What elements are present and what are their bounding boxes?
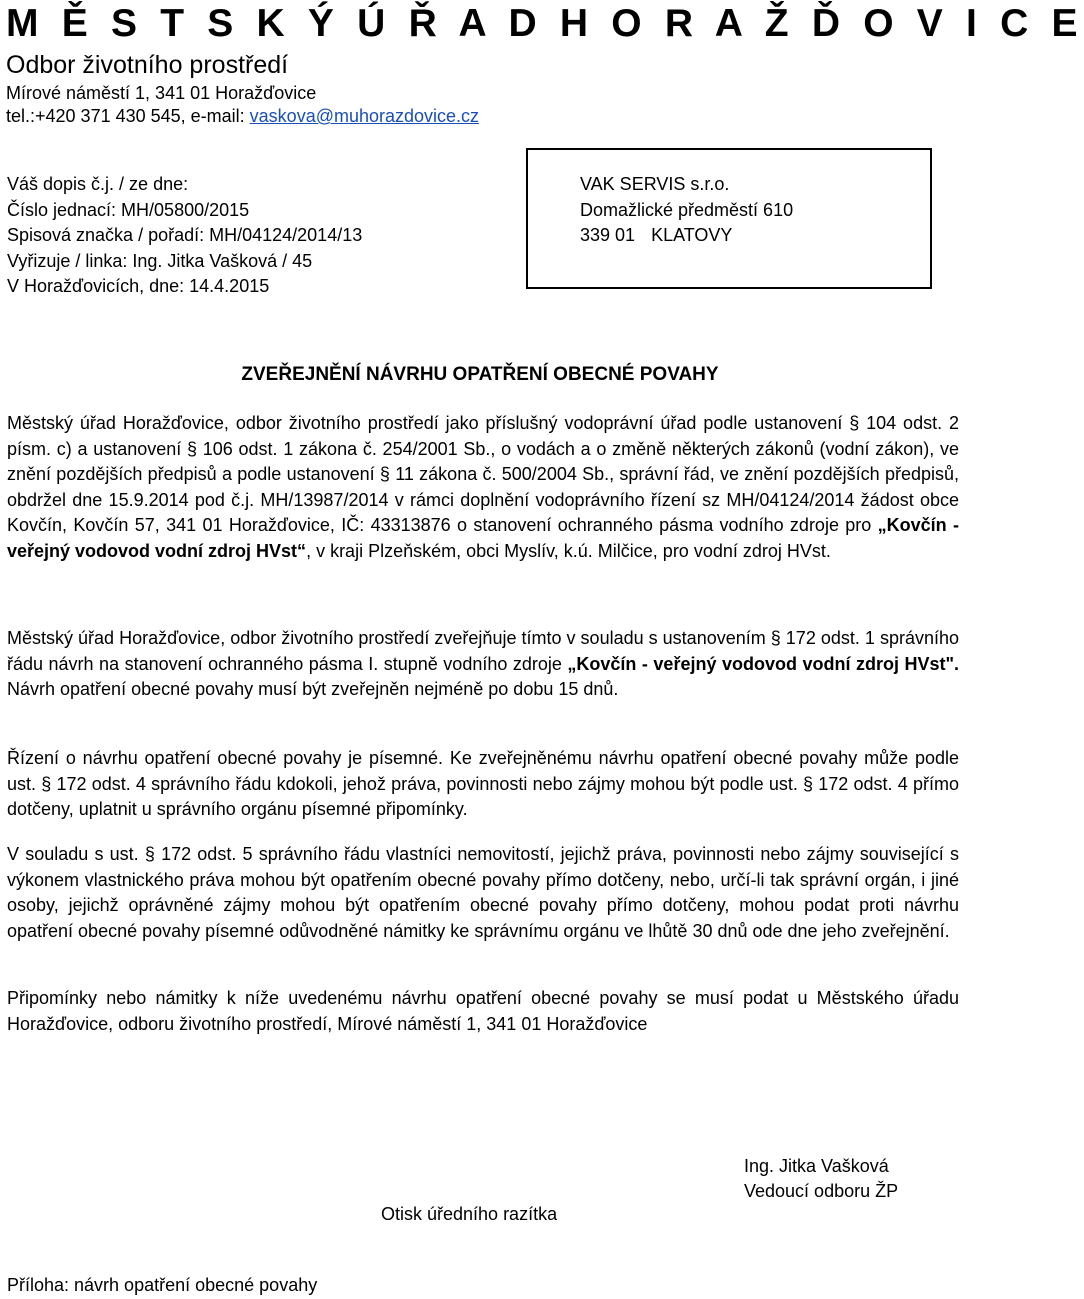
paragraph-1: [7, 411, 959, 565]
ref-file-number: Číslo jednací: MH/05800/2015: [7, 199, 250, 220]
paragraph-4: V souladu s ust. § 172 odst. 5 správního řádu vlastníci nemovitostí, jejichž práva, povinnosti nebo zájmy související s výkonem vlastnického práva mohou být opatřením obecné povahy přímo dotčeny, nebo, určí-li tak správní orgán, i jiné osoby, jejichž oprávněné zájmy mohou být opatřením obecné povahy přímo dotčeny, mohou podat proti návrhu opatření obecné povahy písemné odůvodněné námitky ke správnímu orgánu ve lhůtě 30 dnů ode dne jeho zveřejnění.: [7, 844, 959, 941]
reference-block: [7, 172, 362, 300]
office-address: Mírové náměstí 1, 341 01 Horažďovice: [6, 83, 317, 103]
email-link[interactable]: vaskova@muhorazdovice.cz: [249, 106, 480, 126]
recipient-city: KLATOVY: [651, 225, 733, 246]
paragraph-2-bold: „Kovčín - veřejný vodovod vodní zdroj HVst".: [567, 653, 960, 674]
paragraph-2-text-a: Městský úřad Horažďovice, odbor životního prostředí zveřejňuje tímto v souladu s ustanovením § 172 odst. 1 správního řádu návrh na stanovení ochranného pásma I. stupně vodního zdroje: [7, 628, 959, 674]
attachment-note: Příloha: návrh opatření obecné povahy: [7, 1275, 318, 1295]
recipient-city-line: [580, 223, 793, 249]
ref-place-date: V Horažďovicích, dne: 14.4.2015: [7, 276, 270, 297]
official-stamp-label: Otisk úředního razítka: [381, 1204, 558, 1224]
recipient-name: VAK SERVIS s.r.o.: [580, 174, 730, 194]
signatory-role: Vedoucí odboru ŽP: [744, 1181, 899, 1201]
document-title: ZVEŘEJNĚNÍ NÁVRHU OPATŘENÍ OBECNÉ POVAHY: [241, 364, 719, 385]
paragraph-1-bold: „Kovčín - veřejný vodovod vodní zdroj HVst“: [7, 515, 959, 561]
contact-line: [6, 105, 479, 127]
office-title: M Ě S T S K Ý Ú Ř A D H O R A Ž Ď O V I C E: [6, 2, 1084, 45]
recipient-zip: 339 01: [580, 225, 636, 246]
paragraph-1-text-a: Městský úřad Horažďovice, odbor životního prostředí jako příslušný vodoprávní úřad podle ustanovení § 104 odst. 2 písm. c) a ustanovení § 106 odst. 1 zákona č. 254/2001 Sb., o vodách a o změně některých zákonů (vodní zákon), ve znění pozdějších předpisů a podle ustanovení § 11 zákona č. 500/2004 Sb., správní řád, ve znění pozdějších předpisů, obdržel dne 15.9.2014 pod č.j. MH/13987/2014 v rámci doplnění vodoprávního řízení sz MH/04124/2014 žádost obce Kovčín, Kovčín 57, 341 01 Horažďovice, IČ: 43313876 o stanovení ochranného pásma vodního zdroje pro: [7, 413, 959, 536]
paragraph-2: [7, 626, 959, 703]
recipient-street: Domažlické předměstí 610: [580, 199, 794, 220]
department-name: Odbor životního prostředí: [6, 51, 289, 79]
signatory-name: Ing. Jitka Vašková: [744, 1156, 889, 1176]
paragraph-5: Připomínky nebo námitky k níže uvedenému návrhu opatření obecné povahy se musí podat u Městského úřadu Horažďovice, odboru životního prostředí, Mírové náměstí 1, 341 01 Horažďovice: [7, 988, 959, 1034]
paragraph-1-text-b: , v kraji Plzeňském, obci Myslív, k.ú. Milčice, pro vodní zdroj HVst.: [306, 540, 831, 561]
ref-handled-by: Vyřizuje / linka: Ing. Jitka Vašková / 45: [7, 250, 313, 271]
ref-your-letter: Váš dopis č.j. / ze dne:: [7, 174, 189, 194]
contact-phone: tel.:+420 371 430 545, e-mail:: [6, 106, 250, 126]
ref-case-mark: Spisová značka / pořadí: MH/04124/2014/13: [7, 225, 363, 246]
paragraph-3: Řízení o návrhu opatření obecné povahy je písemné. Ke zveřejněnému návrhu opatření obecné povahy může podle ust. § 172 odst. 4 správního řádu kdokoli, jehož práva, povinnosti nebo zájmy mohou být podle ust. § 172 odst. 4 přímo dotčeny, uplatnit u správního orgánu písemné připomínky.: [7, 748, 959, 820]
paragraph-2-text-b: Návrh opatření obecné povahy musí být zveřejněn nejméně po dobu 15 dnů.: [7, 679, 619, 700]
recipient-address-box: [526, 148, 932, 289]
